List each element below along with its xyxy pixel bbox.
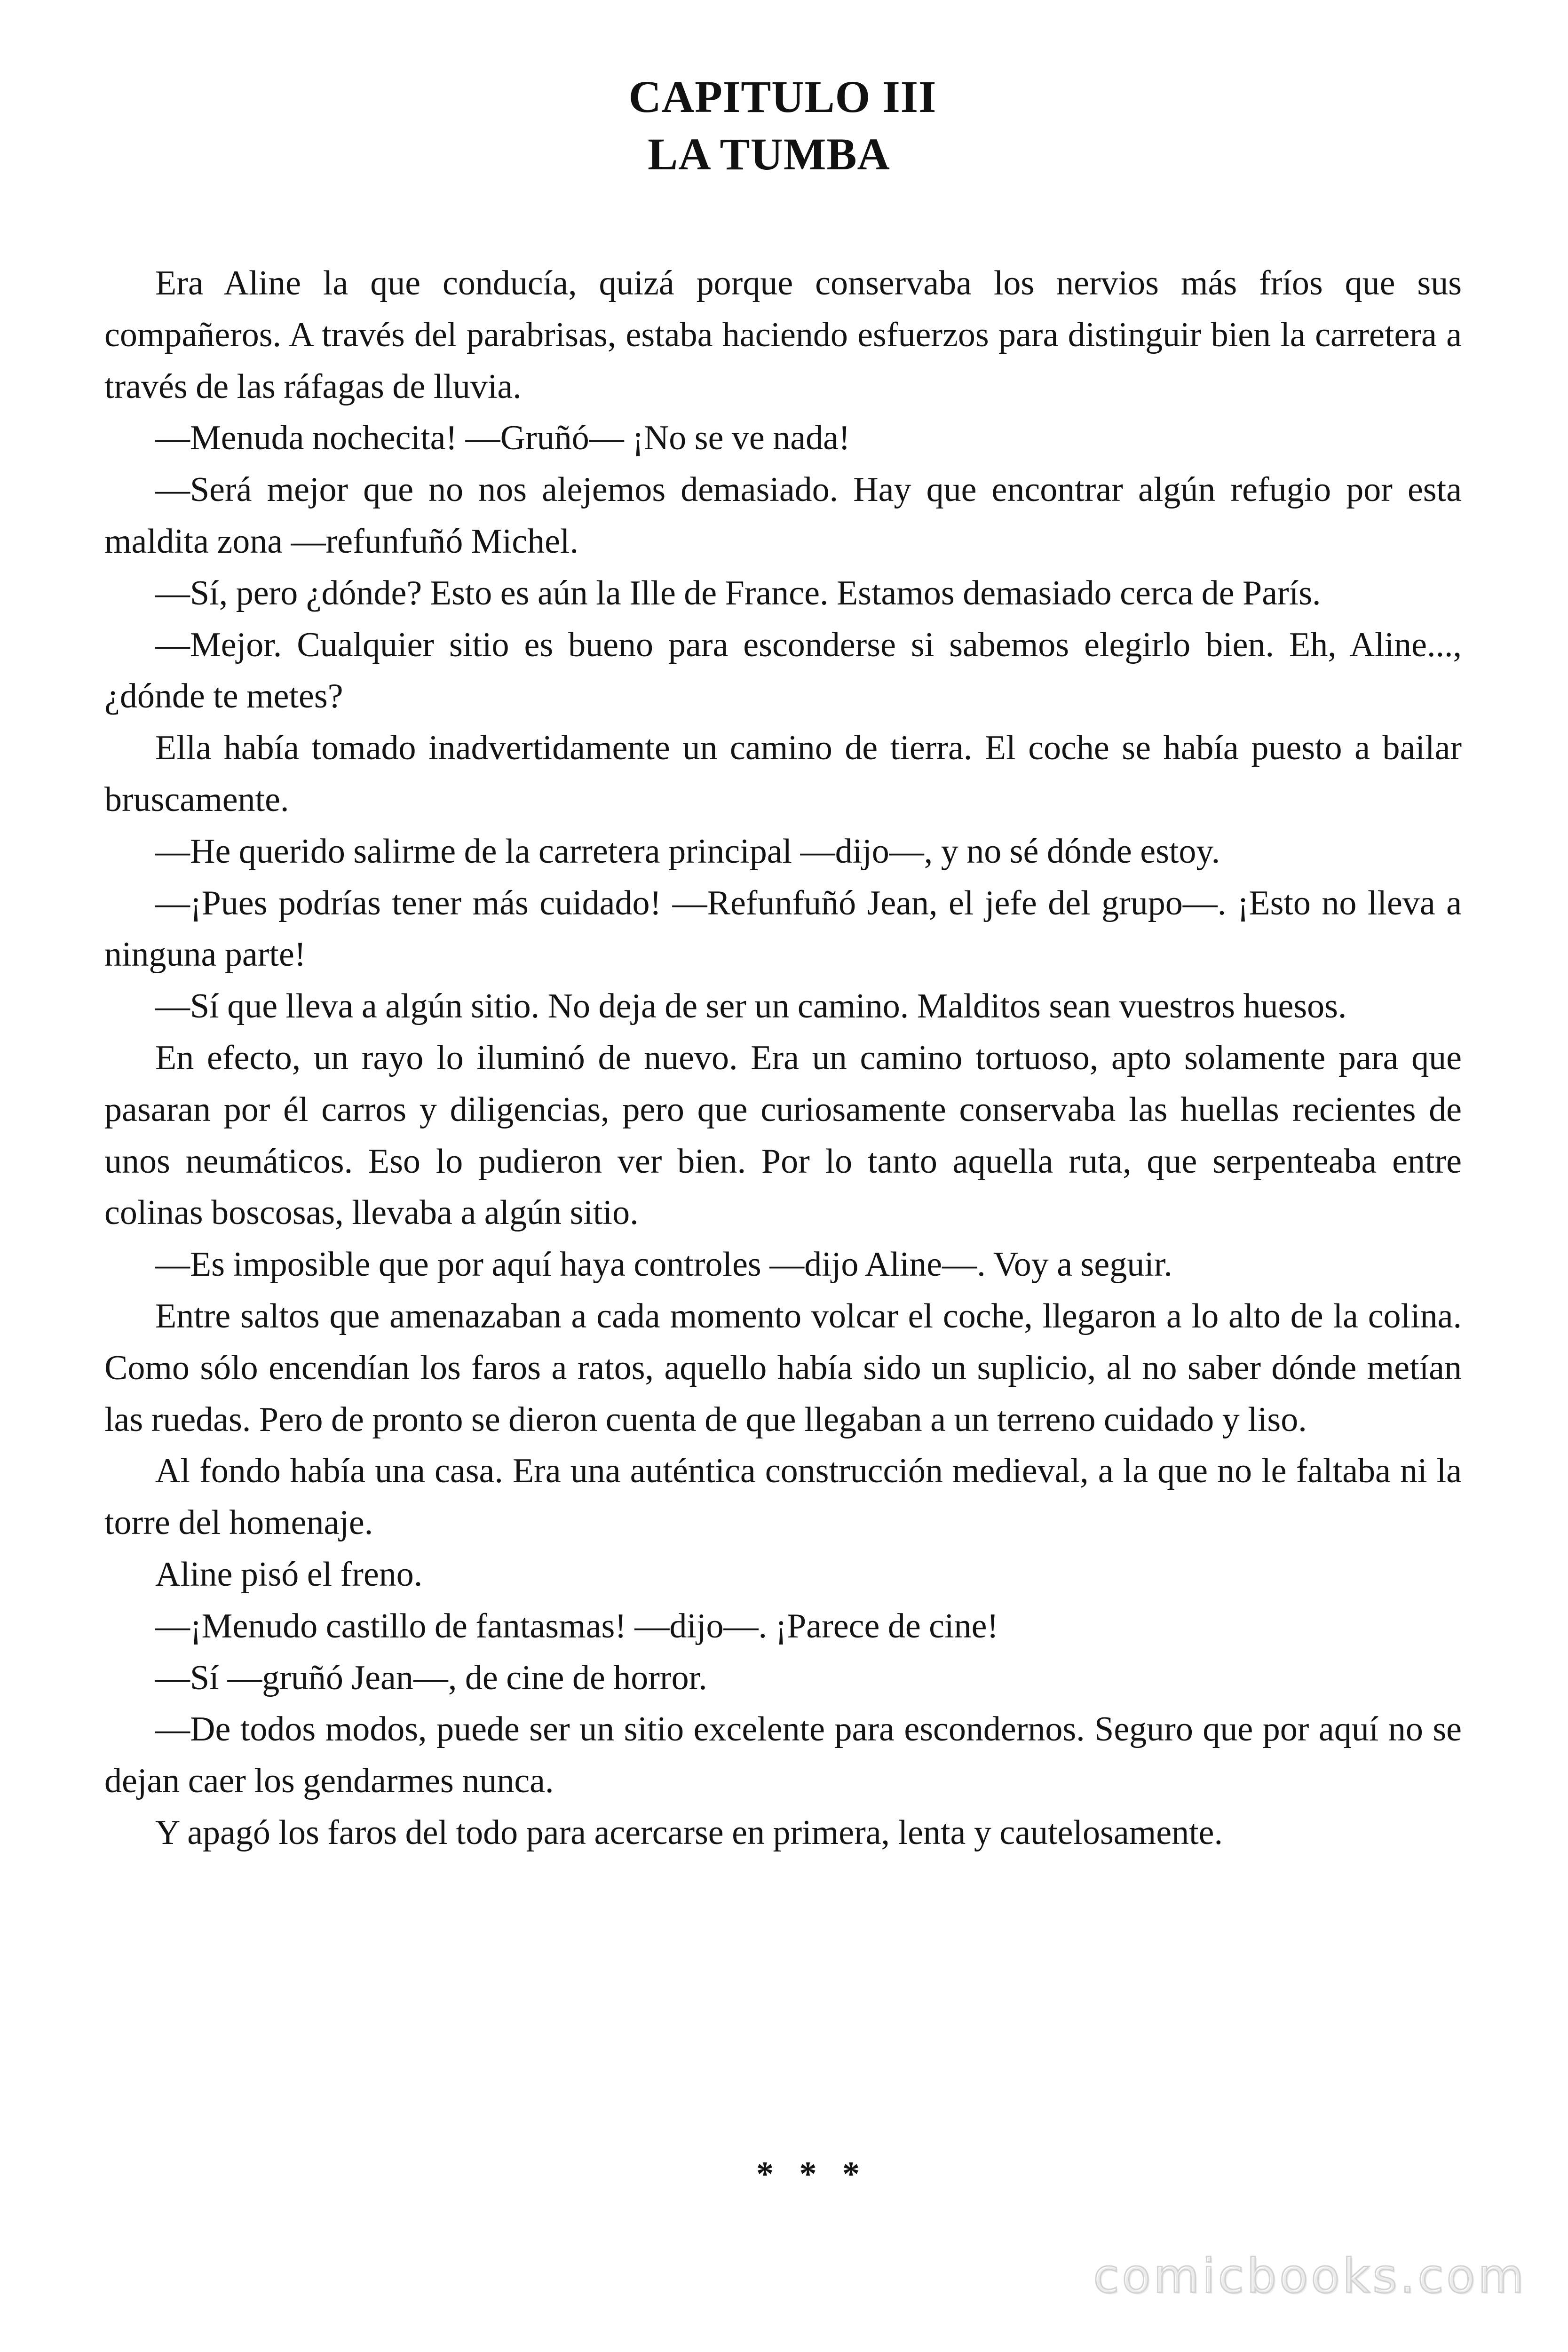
chapter-body (104, 258, 1462, 1859)
paragraph: Al fondo había una casa. Era una auténtica construcción medieval, a la que no le faltaba ni la torre del homenaje. (104, 1452, 1462, 1542)
paragraph: —¡Pues podrías tener más cuidado! —Refunfuñó Jean, el jefe del grupo—. ¡Esto no lleva a ninguna parte! (104, 883, 1462, 974)
paragraph: —De todos modos, puede ser un sitio excelente para escondernos. Seguro que por aquí no se dejan caer los gendarmes nunca. (104, 1710, 1462, 1801)
paragraph: —Será mejor que no nos alejemos demasiado. Hay que encontrar algún refugio por esta maldita zona —refunfuñó Michel. (104, 470, 1462, 561)
paragraph: —Menuda nochecita! —Gruñó— ¡No se ve nada! (155, 419, 850, 458)
paragraph: Aline pisó el freno. (155, 1555, 423, 1594)
paragraph: —Sí, pero ¿dónde? Esto es aún la Ille de France. Estamos demasiado cerca de París. (155, 573, 1321, 612)
paragraph: En efecto, un rayo lo iluminó de nuevo. Era un camino tortuoso, apto solamente para que pasaran por él carros y diligencias, pero que curiosamente conservaba las huellas recientes de unos neumáticos. Eso lo pudieron ver bien. Por lo tanto aquella ruta, que serpenteaba entre colinas boscosas, llevaba a algún sitio. (104, 1038, 1462, 1232)
paragraph: —Sí —gruñó Jean—, de cine de horror. (155, 1658, 707, 1697)
paragraph: Era Aline la que conducía, quizá porque conservaba los nervios más fríos que sus compañeros. A través del parabrisas, estaba haciendo esfuerzos para distinguir bien la carretera a través de las ráfagas de lluvia. (104, 264, 1462, 406)
chapter-heading (0, 68, 1568, 183)
chapter-title: LA TUMBA (648, 129, 890, 179)
paragraph: Y apagó los faros del todo para acercarse en primera, lenta y cautelosamente. (155, 1813, 1223, 1852)
paragraph: —Mejor. Cualquier sitio es bueno para esconderse si sabemos elegirlo bien. Eh, Aline..., ¿dónde te metes? (104, 625, 1462, 716)
paragraph: Entre saltos que amenazaban a cada momento volcar el coche, llegaron a lo alto de la colina. Como sólo encendían los faros a ratos, aquello había sido un suplicio, al no saber dónde metían las ruedas. Pero de pronto se dieron cuenta de que llegaban a un terreno cuidado y liso. (104, 1296, 1462, 1439)
watermark: comicbooks.com (1093, 2249, 1527, 2304)
paragraph: —Es imposible que por aquí haya controles —dijo Aline—. Voy a seguir. (155, 1245, 1172, 1284)
paragraph: —Sí que lleva a algún sitio. No deja de ser un camino. Malditos sean vuestros huesos. (155, 987, 1347, 1026)
section-break (0, 2154, 1568, 2194)
paragraph: —He querido salirme de la carretera principal —dijo—, y no sé dónde estoy. (155, 832, 1220, 871)
chapter-number: CAPITULO III (628, 72, 937, 122)
paragraph: Ella había tomado inadvertidamente un camino de tierra. El coche se había puesto a bailar bruscamente. (104, 729, 1462, 819)
paragraph: —¡Menudo castillo de fantasmas! —dijo—. ¡Parece de cine! (155, 1606, 999, 1645)
section-break-asterisks: * * * (756, 2155, 868, 2193)
